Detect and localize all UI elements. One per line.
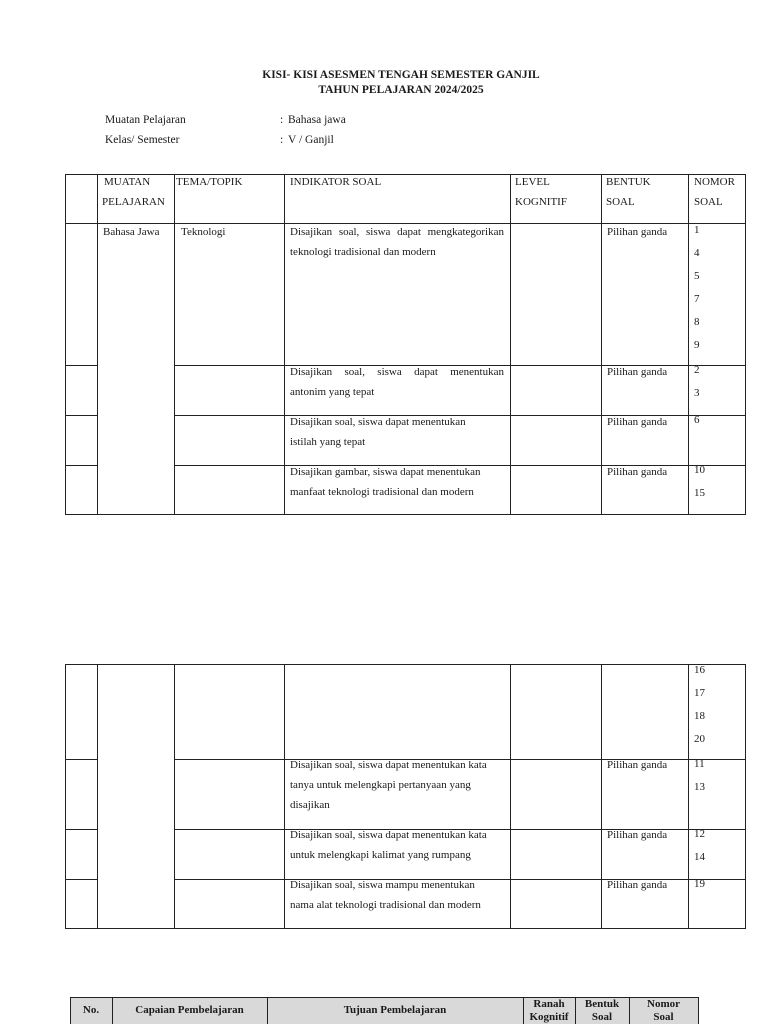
header-nomor-soal-t3: Nomor Soal xyxy=(647,998,680,1023)
t2-indikator-row-4: Disajikan soal, siswa mampu menentukan nama alat teknologi tradisional dan modern xyxy=(290,879,481,911)
header-tema-topik: TEMA/TOPIK xyxy=(176,176,243,188)
indikator-row-4: Disajikan gambar, siswa dapat menentukan manfaat teknologi tradisional dan modern xyxy=(290,466,481,498)
header-muatan-pelajaran: MUATAN PELAJARAN xyxy=(102,176,165,208)
header-ranah-kognitif: Ranah Kognitif xyxy=(529,998,569,1023)
class-value: V / Ganjil xyxy=(288,134,334,146)
bentuk-row-2: Pilihan ganda xyxy=(607,366,668,378)
nomor-row-2: 2 3 xyxy=(694,364,700,399)
document-title-line-2: TAHUN PELAJARAN 2024/2025 xyxy=(318,84,484,96)
indikator-row-2: Disajikan soal, siswa dapat menentukan antonim yang tepat xyxy=(290,366,504,398)
class-separator: : xyxy=(280,134,284,146)
t2-bentuk-row-3: Pilihan ganda xyxy=(607,829,668,841)
header-bentuk-soal-t3: Bentuk Soal xyxy=(584,998,620,1023)
subject-separator: : xyxy=(280,114,284,126)
document-title-line-1: KISI- KISI ASESMEN TENGAH SEMESTER GANJIL xyxy=(262,69,540,81)
t2-nomor-row-4: 19 xyxy=(694,878,705,890)
t2-bentuk-row-4: Pilihan ganda xyxy=(607,879,668,891)
subject-label: Muatan Pelajaran xyxy=(105,114,186,126)
bentuk-row-3: Pilihan ganda xyxy=(607,416,668,428)
t2-nomor-row-1: 16 17 18 20 xyxy=(694,664,705,745)
header-bentuk-soal: BENTUK SOAL xyxy=(606,176,651,208)
bentuk-row-4: Pilihan ganda xyxy=(607,466,668,478)
indikator-row-1: Disajikan soal, siswa dapat mengkategorikan teknologi tradisional dan modern xyxy=(290,226,504,258)
nomor-row-4: 10 15 xyxy=(694,464,705,499)
t2-nomor-row-3: 12 14 xyxy=(694,828,705,863)
header-capaian-pembelajaran: Capaian Pembelajaran xyxy=(135,1004,244,1016)
subject-value: Bahasa jawa xyxy=(288,114,346,126)
bentuk-row-1: Pilihan ganda xyxy=(607,226,668,238)
nomor-row-1: 1 4 5 7 8 9 xyxy=(694,224,700,351)
header-nomor-soal: NOMOR SOAL xyxy=(694,176,735,208)
t2-bentuk-row-2: Pilihan ganda xyxy=(607,759,668,771)
nomor-row-3: 6 xyxy=(694,414,700,426)
header-indikator-soal: INDIKATOR SOAL xyxy=(290,176,382,188)
indikator-row-3: Disajikan soal, siswa dapat menentukan istilah yang tepat xyxy=(290,416,466,448)
t2-nomor-row-2: 11 13 xyxy=(694,758,705,793)
t2-indikator-row-2: Disajikan soal, siswa dapat menentukan kata tanya untuk melengkapi pertanyaan yang disajikan xyxy=(290,759,487,811)
muatan-value: Bahasa Jawa xyxy=(103,226,160,238)
header-no: No. xyxy=(82,1004,100,1016)
tema-value: Teknologi xyxy=(181,226,226,238)
header-level-kognitif: LEVEL KOGNITIF xyxy=(515,176,567,208)
t2-indikator-row-3: Disajikan soal, siswa dapat menentukan kata untuk melengkapi kalimat yang rumpang xyxy=(290,829,487,861)
header-tujuan-pembelajaran: Tujuan Pembelajaran xyxy=(343,1004,447,1016)
class-label: Kelas/ Semester xyxy=(105,134,180,146)
